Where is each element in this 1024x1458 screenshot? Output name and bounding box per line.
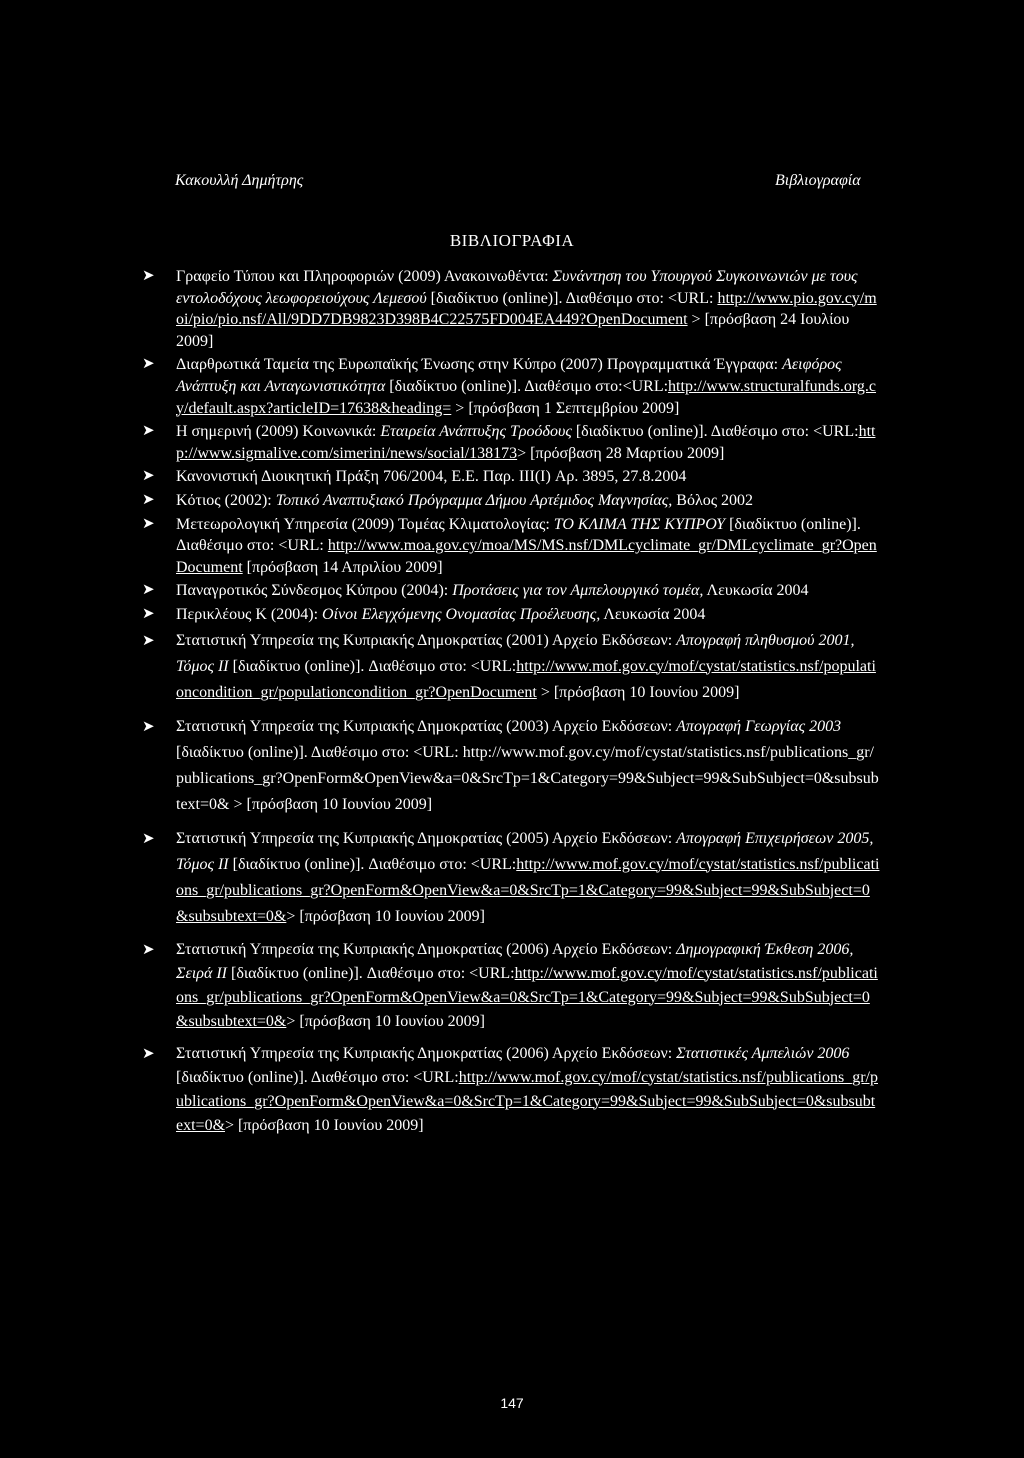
entry-link[interactable]: http://www.sigmalive.com/simerini/news/social/138173 [176,423,876,462]
entry-text: Στατιστική Υπηρεσία της Κυπριακής Δημοκρατίας (2005) Αρχείο Εκδόσεων: [176,829,677,847]
entry-title: Αειφόρος Ανάπτυξη και Ανταγωνιστικότητα [176,356,842,395]
entry-text: Γραφείο Τύπου και Πληροφοριών (2009) Ανακοινωθέντα: [176,268,553,285]
page-title: ΒΙΒΛΙΟΓΡΑΦΙΑ [449,231,575,250]
entry-title: ΤΟ ΚΛΙΜΑ ΤΗΣ ΚΥΠΡΟΥ [553,515,726,533]
entry-text: [διαδίκτυο (online)]. Διαθέσιμο στο: <URL: [571,423,859,441]
arrow-bullet-icon: ➤ [142,605,155,622]
entry-text: Περικλέους Κ (2004): [176,605,323,623]
entry-title: Απογραφή Επιχειρήσεων 2005, Τόμος II [176,829,874,873]
running-header-author: Κακουλλή Δημήτρης [175,172,304,189]
arrow-bullet-icon: ➤ [142,582,155,599]
bibliography-list [140,266,880,1140]
bibliography-entry [140,490,880,512]
entry-text: [διαδίκτυο (online)]. Διαθέσιμο στο: <URL: [228,657,517,675]
entry-access-date: > [πρόσβαση 10 Ιουνίου 2009] [286,1012,485,1030]
entry-text: [διαδίκτυο (online)]. Διαθέσιμο στο: <URL: [176,1068,459,1086]
entry-text: Λευκωσία 2004 [600,605,706,623]
entry-text: Παναγροτικός Σύνδεσμος Κύπρου (2004): [176,582,453,600]
entry-text: Στατιστική Υπηρεσία της Κυπριακής Δημοκρατίας (2003) Αρχείο Εκδόσεων: [176,717,677,735]
entry-access-date: > [πρόσβαση 28 Μαρτίου 2009] [517,444,725,462]
entry-text: Μετεωρολογική Υπηρεσία (2009) Τομέας Κλιματολογίας: [176,515,554,533]
entry-title: Στατιστικές Αμπελιών 2006 [676,1044,850,1062]
entry-text: Στατιστική Υπηρεσία της Κυπριακής Δημοκρατίας (2001) Αρχείο Εκδόσεων: [176,631,677,649]
entry-link[interactable]: http://www.pio.gov.cy/moi/pio/pio.nsf/All/9DD7DB9823D398B4C22575FD004EA449?OpenDocument [176,289,877,329]
entry-text: Κότιος (2002): [176,491,276,509]
entry-access-date: > [πρόσβαση 10 Ιουνίου 2009] [225,1116,424,1134]
arrow-bullet-icon: ➤ [142,632,155,649]
entry-title: Απογραφή πληθυσμού 2001, Τόμος II [176,631,855,675]
bibliography-entry [140,466,880,488]
entry-link[interactable]: http://www.structuralfunds.org.cy/default.aspx?articleID=17638&heading= [176,377,877,417]
bibliography-entry [140,1042,880,1138]
entry-text: [διαδίκτυο (online)]. Διαθέσιμο στο: <URL: [228,855,517,873]
bibliography-entry [140,826,880,930]
bibliography-entry [140,514,880,579]
entry-access-date: [πρόσβαση 14 Απριλίου 2009] [242,558,443,576]
bibliography-entry [140,604,880,626]
running-header-section: Βιβλιογραφία [775,172,861,189]
entry-text: [διαδίκτυο (online)]. Διαθέσιμο στο: <URL: [176,743,463,761]
bibliography-entry [140,938,880,1034]
arrow-bullet-icon: ➤ [142,423,155,440]
entry-access-date: > [πρόσβαση 10 Ιουνίου 2009] [229,795,433,813]
arrow-bullet-icon: ➤ [142,830,155,847]
entry-text: Η σημερινή (2009) Κοινωνικά: [176,423,381,441]
entry-title: Συνάντηση του Υπουργού [552,268,713,285]
entry-link[interactable]: http://www.mof.gov.cy/mof/cystat/statistics.nsf/publications_gr/publications_gr?OpenForm&OpenView&a=0&SrcTp=1&Category=99&Subject=99&SubSubject=0&subsubtext=0& [176,855,880,925]
arrow-bullet-icon: ➤ [142,1045,155,1062]
entry-access-date: > [πρόσβαση 24 Ιουλίου 2009] [176,311,850,350]
arrow-bullet-icon: ➤ [142,356,155,373]
arrow-bullet-icon: ➤ [142,515,155,532]
arrow-bullet-icon: ➤ [142,491,155,508]
entry-link[interactable]: http://www.mof.gov.cy/mof/cystat/statistics.nsf/publications_gr/publications_gr?OpenForm&OpenView&a=0&SrcTp=1&Category=99&Subject=99&SubSubject=0&subsubtext=0& [176,1068,878,1134]
arrow-bullet-icon: ➤ [142,718,155,735]
entry-link-text: http://www.mof.gov.cy/mof/cystat/statistics.nsf/publications_gr/publications_gr?OpenForm&OpenView&a=0&SrcTp=1&Category=99&Subject=99&SubSubject=0&subsubtext=0& [176,743,879,813]
entry-access-date: > [πρόσβαση 1 Σεπτεμβρίου 2009] [451,399,680,417]
entry-title: Δημογραφική Έκθεση 2006, Σειρά II [176,940,854,982]
bibliography-entry [140,714,880,818]
entry-text: Βόλος 2002 [672,491,754,509]
page-number: 147 [500,1395,524,1411]
entry-title: Απογραφή Γεωργίας 2003 [676,717,842,735]
entry-title: Τοπικό Αναπτυξιακό Πρόγραμμα Δήμου Αρτέμιδος Μαγνησίας, [275,491,673,509]
entry-access-date: > [πρόσβαση 10 Ιουνίου 2009] [536,683,740,701]
entry-text: Στατιστική Υπηρεσία της Κυπριακής Δημοκρατίας (2006) Αρχείο Εκδόσεων: [176,940,677,958]
bibliography-entry [140,421,880,464]
entry-text: [διαδίκτυο (online)]. [426,289,563,307]
arrow-bullet-icon: ➤ [142,268,155,284]
entry-title: Συγκοινωνιών με τους εντολοδόχους λεωφορειούχους Λεμεσού [176,268,858,307]
entry-link[interactable]: http://www.mof.gov.cy/mof/cystat/statistics.nsf/publications_gr/publications_gr?OpenForm&OpenView&a=0&SrcTp=1&Category=99&Subject=99&SubSubject=0&subsubtext=0& [176,964,878,1030]
bibliography-entry [140,354,880,419]
bibliography-entry [140,266,880,352]
bibliography-entry [140,580,880,602]
entry-text: Διαθέσιμο στο: <URL: [565,289,714,307]
entry-text: [διαδίκτυο (online)]. Διαθέσιμο στο:<URL: [385,377,669,395]
entry-text: [διαδίκτυο (online)]. Διαθέσιμο στο: <URL: [176,515,861,555]
entry-title: Οίνοι Ελεγχόμενης Ονομασίας Προέλευσης, [322,605,601,623]
entry-text: Διαρθρωτικά Ταμεία της Ευρωπαϊκής Ένωσης στην Κύπρο (2007) Προγραμματικά Έγγραφα: [176,356,783,374]
entry-access-date: > [πρόσβαση 10 Ιουνίου 2009] [286,907,485,925]
arrow-bullet-icon: ➤ [142,468,155,485]
entry-title: Εταιρεία Ανάπτυξης Τροόδους [380,423,572,441]
entry-title: Προτάσεις για τον Αμπελουργικό τομέα, [452,582,704,600]
bibliography-entry [140,628,880,706]
entry-link[interactable]: http://www.moa.gov.cy/moa/MS/MS.nsf/DMLcyclimate_gr/DMLcyclimate_gr?OpenDocument [176,537,877,576]
entry-link[interactable]: http://www.mof.gov.cy/mof/cystat/statistics.nsf/populationcondition_gr/populationcondition_gr?OpenDocument [176,657,876,701]
arrow-bullet-icon: ➤ [142,941,155,958]
entry-text: Κανονιστική Διοικητική Πράξη 706/2004, Ε.Ε. Παρ. III(I) Αρ. 3895, 27.8.2004 [176,468,687,486]
entry-text: Στατιστική Υπηρεσία της Κυπριακής Δημοκρατίας (2006) Αρχείο Εκδόσεων: [176,1044,677,1062]
entry-text: Λευκωσία 2004 [703,582,809,600]
entry-text: [διαδίκτυο (online)]. Διαθέσιμο στο: <URL: [227,964,515,982]
